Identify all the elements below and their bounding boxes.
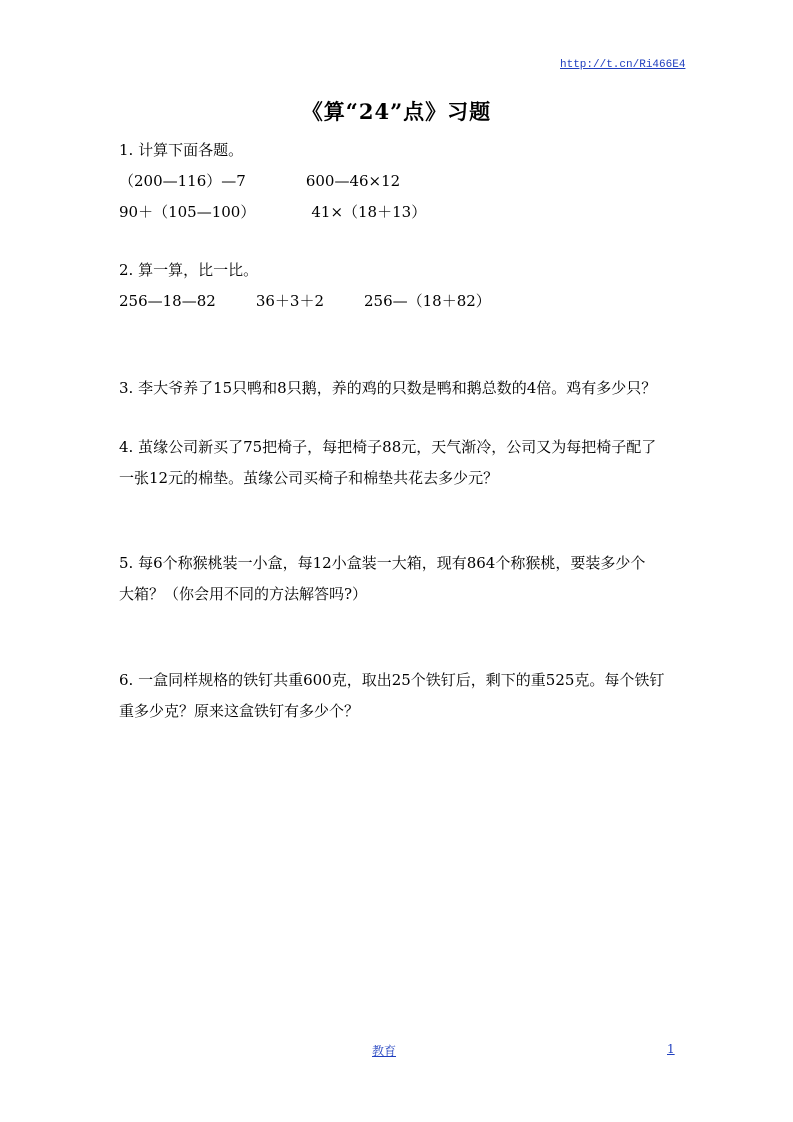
- q4-line-2: 一张12元的棉垫。茧缘公司买椅子和棉垫共花去多少元？: [119, 469, 499, 487]
- q2-row: [119, 291, 491, 311]
- q1-expr-3: 90＋（105—100）: [119, 203, 256, 221]
- page-number[interactable]: 1: [667, 1042, 675, 1056]
- q3-text: 3. 李大爷养了15只鸭和8只鹅，养的鸡的只数是鸭和鹅总数的4倍。鸡有多少只？: [119, 379, 657, 397]
- q5-line-2: 大箱？（你会用不同的方法解答吗?）: [119, 585, 368, 603]
- q5-line-1: 5. 每6个称猴桃装一小盒，每12小盒装一大箱，现有864个称猴桃，要装多少个: [119, 554, 646, 572]
- q2-expr-2: 36＋3＋2: [255, 292, 324, 310]
- header-url-link[interactable]: http://t.cn/Ri466E4: [560, 59, 686, 71]
- q6-line-2: 重多少克？原来这盒铁钉有多少个？: [119, 702, 360, 720]
- q1-row-2: [119, 202, 426, 222]
- page-title: 《算“24”点》习题: [301, 99, 492, 124]
- q4-line-1: 4. 茧缘公司新买了75把椅子，每把椅子88元，天气渐冷，公司又为每把椅子配了: [119, 438, 657, 456]
- q1-expr-2: 600—46×12: [305, 172, 401, 190]
- q2-heading: 2. 算一算，比一比。: [119, 261, 259, 279]
- q1-row-1: [119, 171, 400, 191]
- q1-expr-1: （200—116）—7: [119, 172, 246, 190]
- footer-link[interactable]: 教育: [372, 1044, 397, 1058]
- q1-expr-4: 41×（18＋13）: [311, 203, 427, 221]
- q2-expr-3: 256—（18＋82）: [364, 292, 491, 310]
- q6-line-1: 6. 一盒同样规格的铁钉共重600克，取出25个铁钉后，剩下的重525克。每个铁钉: [119, 671, 665, 689]
- q2-expr-1: 256—18—82: [119, 292, 216, 310]
- q1-heading: 1. 计算下面各题。: [119, 141, 244, 159]
